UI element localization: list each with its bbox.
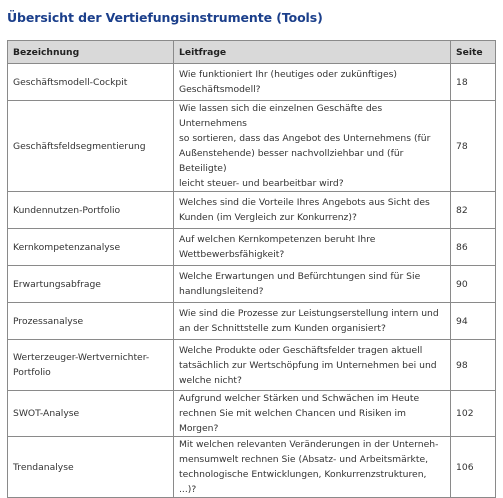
cell-leitfrage xyxy=(174,192,451,229)
cell-line: handlungsleitend? xyxy=(179,286,264,297)
tools-table xyxy=(7,40,496,498)
cell-line: Wie lassen sich die einzelnen Geschäfte des Unternehmens xyxy=(179,103,383,129)
cell-seite: 18 xyxy=(451,64,496,101)
cell-bezeichnung: Kernkompetenzanalyse xyxy=(8,229,174,266)
header-leitfrage: Leitfrage xyxy=(174,41,451,64)
header-seite: Seite xyxy=(451,41,496,64)
table-row xyxy=(8,266,496,303)
cell-seite: 82 xyxy=(451,192,496,229)
cell-line: Kunden (im Vergleich zur Konkurrenz)? xyxy=(179,212,357,223)
cell-line: tatsächlich zur Wertschöpfung im Unternehmen bei und xyxy=(179,359,437,371)
cell-seite: 102 xyxy=(451,391,496,437)
cell-leitfrage xyxy=(174,340,451,391)
table-row xyxy=(8,229,496,266)
table-row xyxy=(8,340,496,391)
cell-seite: 78 xyxy=(451,101,496,192)
cell-line: Welche Produkte oder Geschäftsfelder tragen aktuell xyxy=(179,344,423,356)
cell-bezeichnung: Kundennutzen-Portfolio xyxy=(8,192,174,229)
table-row xyxy=(8,101,496,192)
header-bezeichnung: Bezeichnung xyxy=(8,41,174,64)
cell-line: welche nicht? xyxy=(179,374,242,386)
cell-line: Außenstehende) besser nachvollziehbar und (für Beteiligte) xyxy=(179,148,404,174)
cell-line: Wettbewerbsfähigkeit? xyxy=(179,249,285,260)
cell-leitfrage xyxy=(174,64,451,101)
cell-seite: 98 xyxy=(451,340,496,391)
cell-leitfrage xyxy=(174,101,451,192)
cell-bezeichnung: SWOT-Analyse xyxy=(8,391,174,437)
cell-line: Geschäftsmodell? xyxy=(179,84,261,95)
cell-line: Portfolio xyxy=(13,367,51,378)
cell-line: leicht steuer- und bearbeitbar wird? xyxy=(179,178,344,189)
table-header-row xyxy=(8,41,496,64)
cell-line: Welches sind die Vorteile Ihres Angebots aus Sicht des xyxy=(179,197,430,208)
cell-seite: 90 xyxy=(451,266,496,303)
cell-line: so sortieren, dass das Angebot des Unternehmens (für xyxy=(179,133,431,144)
cell-seite: 86 xyxy=(451,229,496,266)
cell-line: an der Schnittstelle zum Kunden organisiert? xyxy=(179,323,386,334)
cell-line: Werterzeuger-Wertvernichter- xyxy=(13,352,150,363)
cell-line: Mit welchen relevanten Veränderungen in der Unterneh- xyxy=(179,439,439,450)
cell-line: technologische Entwicklungen, Konkurrenzstrukturen, ...)? xyxy=(179,469,427,495)
cell-line: Wie sind die Prozesse zur Leistungserstellung intern und xyxy=(179,308,439,319)
cell-line: Aufgrund welcher Stärken und Schwächen im Heute xyxy=(179,393,420,404)
cell-seite: 94 xyxy=(451,303,496,340)
cell-bezeichnung: Geschäftsfeldsegmentierung xyxy=(8,101,174,192)
table-row xyxy=(8,64,496,101)
cell-line: mensumwelt rechnen Sie (Absatz- und Arbeitsmärkte, xyxy=(179,454,429,465)
table-row xyxy=(8,303,496,340)
cell-line: Welche Erwartungen und Befürchtungen sind für Sie xyxy=(179,271,421,282)
cell-bezeichnung: Prozessanalyse xyxy=(8,303,174,340)
cell-line: Auf welchen Kernkompetenzen beruht Ihre xyxy=(179,234,376,245)
cell-bezeichnung: Trendanalyse xyxy=(8,437,174,498)
cell-leitfrage xyxy=(174,229,451,266)
cell-bezeichnung: Geschäftsmodell-Cockpit xyxy=(8,64,174,101)
cell-leitfrage xyxy=(174,266,451,303)
cell-leitfrage xyxy=(174,437,451,498)
cell-seite: 106 xyxy=(451,437,496,498)
cell-leitfrage xyxy=(174,303,451,340)
cell-line: Wie funktioniert Ihr (heutiges oder zukünftiges) xyxy=(179,69,397,80)
cell-bezeichnung xyxy=(8,340,174,391)
table-row xyxy=(8,192,496,229)
table-row xyxy=(8,391,496,437)
cell-leitfrage xyxy=(174,391,451,437)
cell-bezeichnung: Erwartungsabfrage xyxy=(8,266,174,303)
page-title: Übersicht der Vertiefungsinstrumente (Tools) xyxy=(7,10,323,25)
cell-line: rechnen Sie mit welchen Chancen und Risiken im Morgen? xyxy=(179,408,406,434)
table-row xyxy=(8,437,496,498)
